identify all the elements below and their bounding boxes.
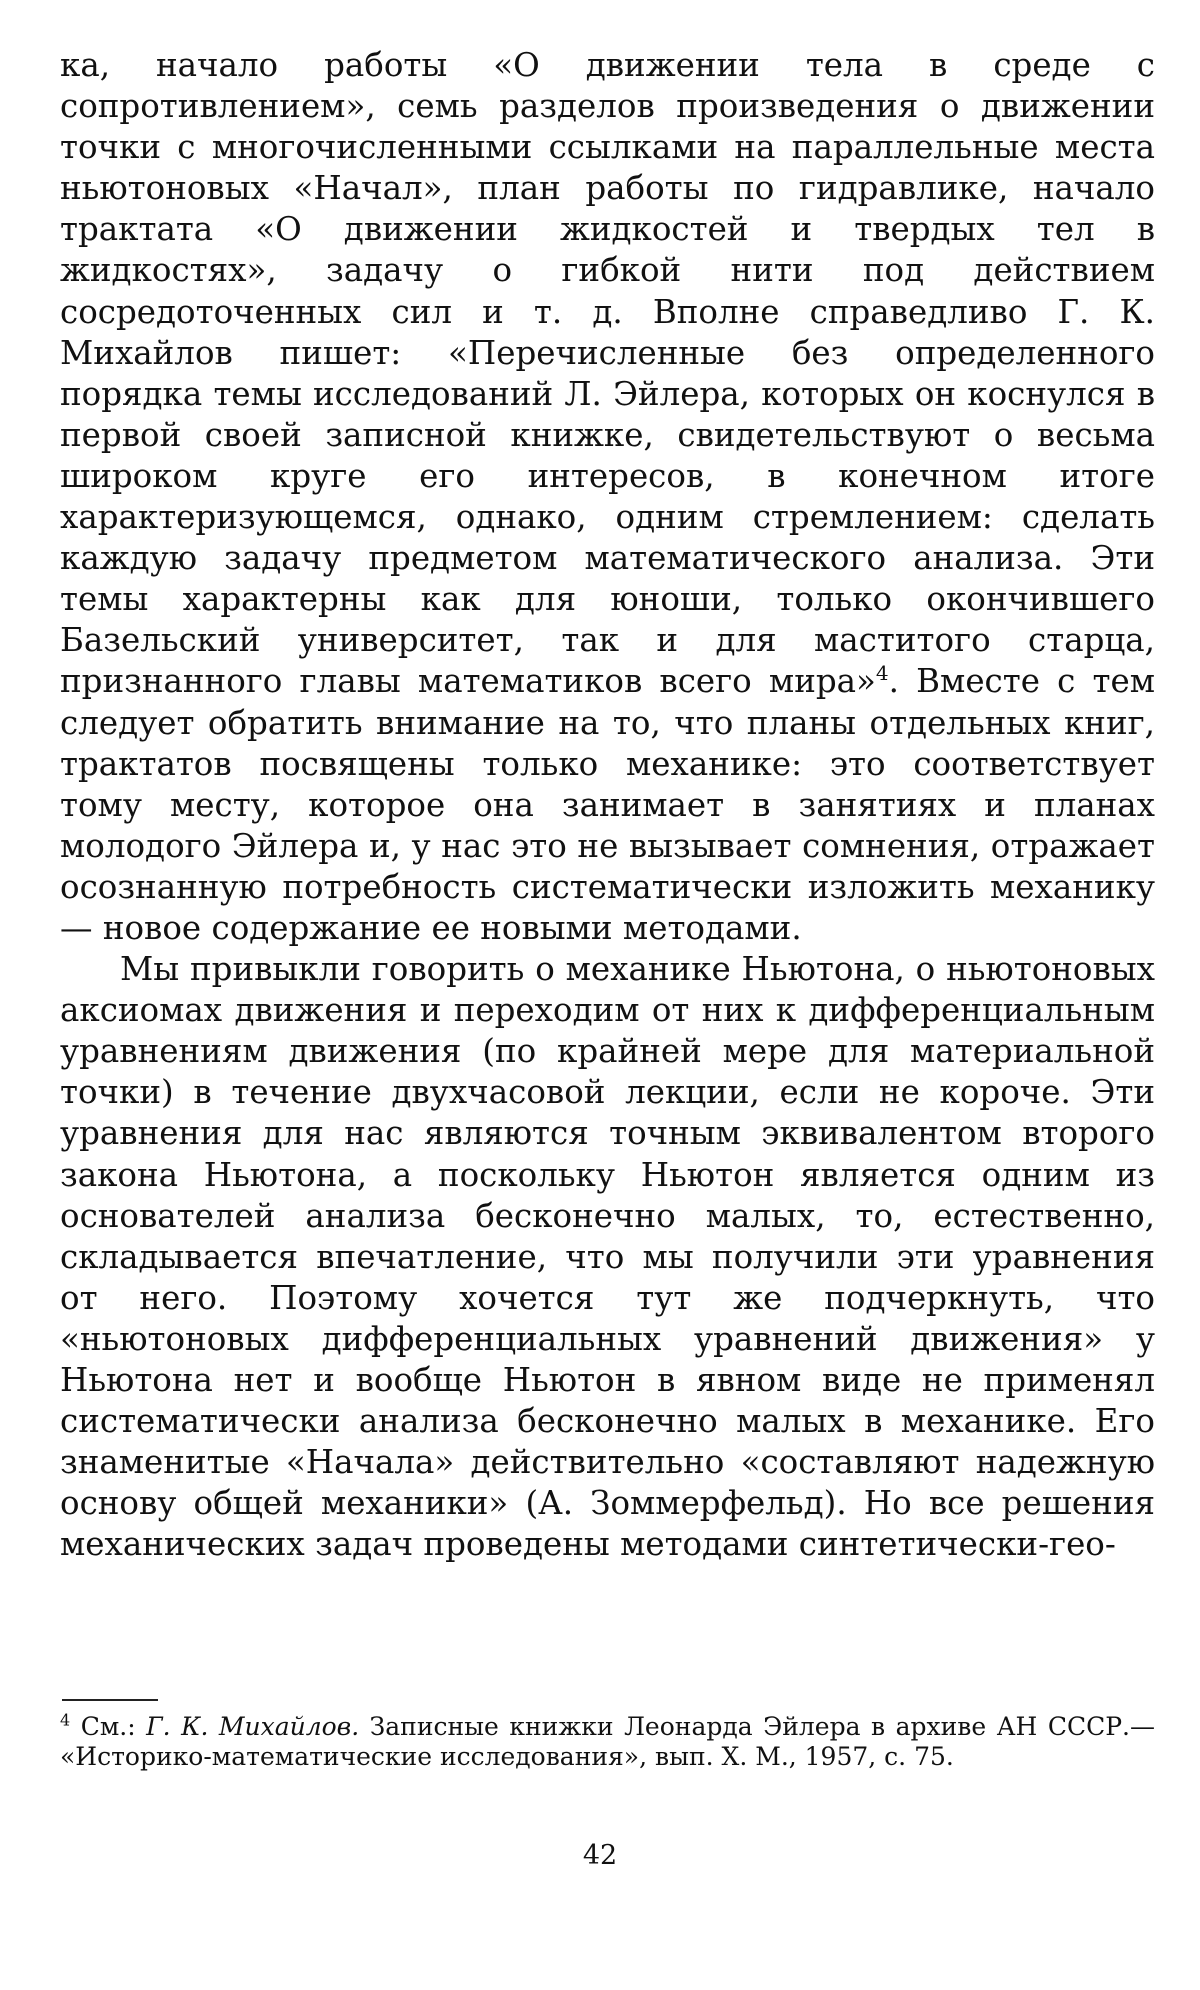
paragraph-2: Мы привыкли говорить о механике Ньютона, о ньютоновых аксиомах движения и переходим от них к дифференциальным уравнениям движения (по крайней мере для материальной точки) в течение двухчасовой лекции, если не короче. Эти уравнения для нас являются точным эквивалентом второго закона Ньютона, а поскольку Ньютон является одним из основателей анализа бесконечно малых, то, естественно, складывается впечатление, что мы получили эти уравнения от него. Поэтому хочется тут же подчеркнуть, что «ньютоновых дифференциальных уравнений движения» у Ньютона нет и вообще Ньютон в явном виде не применял систематически анализа бесконечно малых в механике. Его знаменитые «Начала» действительно «составляют надежную основу общей механики» (А. Зоммерфельд). Но все решения механических задач проведены методами синтетически-гео- xyxy=(60,950,1155,1564)
footnote-divider xyxy=(62,1699,158,1701)
paragraph-1-text-before: ка, начало работы «О движении тела в среде с сопротивлением», семь разделов произведения о движении точки с многочисленными ссылками на параллельные места ньютоновых «Начал», план работы по гидравлике, начало трактата «О движении жидкостей и твердых тел в жидкостях», задачу о гибкой нити под действием сосредоточенных сил и т. д. Вполне справедливо Г. К. Михайлов пишет: «Перечисленные без определенного порядка темы исследований Л. Эйлера, которых он коснулся в первой своей записной книжке, свидетельствуют о весьма широком круге его интересов, в конечном итоге характеризующемся, однако, одним стремлением: сделать каждую задачу предметом математического анализа. Эти темы характерны как для юноши, только окончившего Базельский университет, так и для маститого старца, признанного главы математиков всего мира» xyxy=(60,46,1155,701)
page-number: 42 xyxy=(582,1840,618,1871)
footnote-prefix: См.: xyxy=(80,1712,147,1741)
footnote-reference: 4 xyxy=(875,661,889,686)
paragraph-1-text-after: . Вместе с тем следует обратить внимание на то, что планы отдельных книг, трактатов посвящены только механике: это соответствует тому месту, которое она занимает в занятиях и планах молодого Эйлера и, у нас это не вызывает сомнения, отражает осознанную потребность систематически изложить механику — новое содержание ее новыми методами. xyxy=(60,662,1155,947)
footnote-text: Записные книжки Леонарда Эйлера в архиве АН СССР.— «Историко-математические исследования», вып. X. М., 1957, с. 75. xyxy=(60,1712,1155,1771)
footnote-author: Г. К. Михайлов. xyxy=(146,1712,360,1741)
footnote xyxy=(60,1712,1155,1772)
paragraph-1 xyxy=(60,45,1155,949)
footnote-mark: 4 xyxy=(60,1710,71,1730)
main-text xyxy=(60,45,1155,1565)
